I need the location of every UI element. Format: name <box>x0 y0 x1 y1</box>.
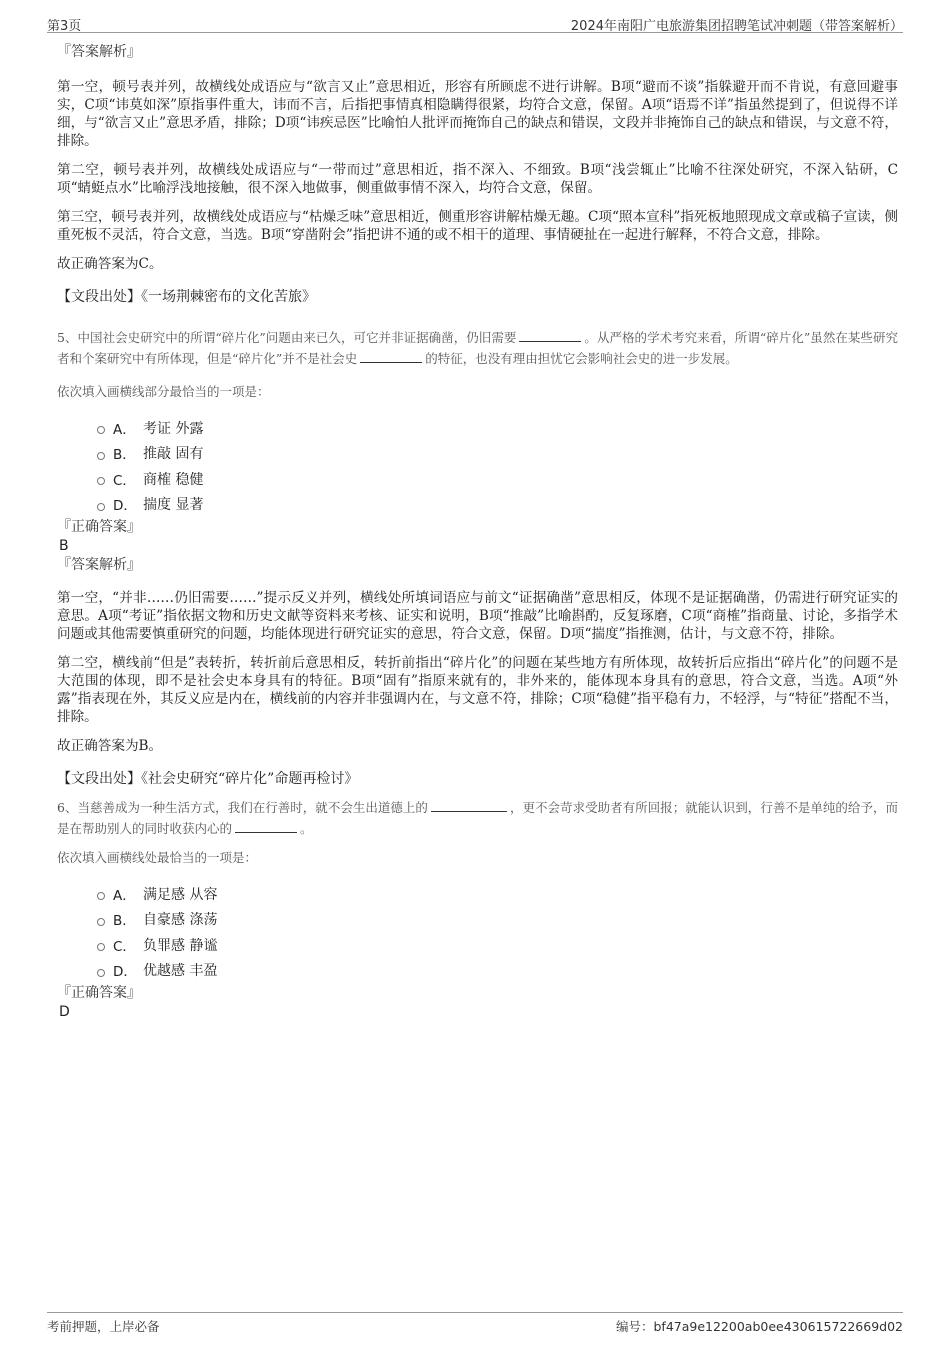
page-number: 第3页 <box>47 19 82 34</box>
correct-answer-label: 『正确答案』 <box>57 985 141 1001</box>
correct-answer: D <box>59 1004 70 1020</box>
radio-icon[interactable] <box>97 503 105 511</box>
analysis-label: 『答案解析』 <box>57 557 141 573</box>
question-6-stem: 6、当慈善成为一种生活方式，我们在行善时，就不会生出道德上的 ，更不会苛求受助者有所回报；就能认识到，行善不是单纯的给予，而是在帮助别人的同时收获内心的 。 <box>57 800 898 836</box>
radio-icon[interactable] <box>97 892 105 900</box>
correct-answer-label: 『正确答案』 <box>57 519 141 535</box>
analysis-paragraph: 第二空，顿号表并列，故横线处成语应与“一带而过”意思相近，指不深入、不细致。B项“浅尝辄止”比喻不往深处研究，不深入钻研，C项“蜻蜓点水”比喻浮浅地接触，很不深入地做事，侧重做事情不深入，均符合文意，保留。 <box>57 162 898 196</box>
document-id: 编号：bf47a9e12200ab0ee430615722669d02 <box>615 1319 903 1334</box>
option-b[interactable]: B． 推敲 固有 <box>97 441 898 467</box>
question-6-instruction: 依次填入画横线处最恰当的一项是： <box>57 850 258 865</box>
question-5-instruction: 依次填入画横线部分最恰当的一项是： <box>57 384 270 399</box>
option-d[interactable]: D． 揣度 显著 <box>97 492 898 518</box>
page-header <box>47 12 903 33</box>
option-c[interactable]: C． 负罪感 静谧 <box>97 932 898 958</box>
answer-conclusion: 故正确答案为C。 <box>57 256 163 272</box>
source-citation: 【文段出处】《一场荆棘密布的文化苦旅》 <box>57 289 316 305</box>
option-b[interactable]: B． 自豪感 涤荡 <box>97 907 898 933</box>
question-5-options <box>97 415 898 517</box>
option-c[interactable]: C． 商榷 稳健 <box>97 466 898 492</box>
radio-icon[interactable] <box>97 477 105 485</box>
option-a[interactable]: A． 满足感 从容 <box>97 881 898 907</box>
question-6-options <box>97 881 898 983</box>
correct-answer: B <box>59 538 69 554</box>
source-citation: 【文段出处】《社会史研究“碎片化”命题再检讨》 <box>57 771 359 787</box>
radio-icon[interactable] <box>97 918 105 926</box>
analysis-paragraph: 第一空，“并非……仍旧需要……”提示反义并列，横线处所填词语应与前文“证据确凿”意思相反，体现不是证据确凿，仍需进行研究证实的意思。A项“考证”指依据文物和历史文献等资料来考核、证实和说明，B项“推敲”比喻斟酌，反复琢磨，C项“商榷”指商量、讨论，多指学术问题或其他需要慎重研究的问题，均能体现进行研究证实的意思，符合文意，保留。D项“揣度”指推测，估计，与文意不符，排除。 <box>57 590 898 642</box>
question-5-stem: 5、中国社会史研究中的所谓“碎片化”问题由来已久，可它并非证据确凿，仍旧需要 。从严格的学术考究来看，所谓“碎片化”虽然在某些研究者和个案研究中有所体现，但是“碎片化”并不是社会史 的特征，也没有理由担忧它会影响社会史的进一步发展。 <box>57 330 898 366</box>
radio-icon[interactable] <box>97 426 105 434</box>
radio-icon[interactable] <box>97 969 105 977</box>
analysis-paragraph: 第一空，顿号表并列，故横线处成语应与“欲言又止”意思相近，形容有所顾虑不进行讲解。B项“避而不谈”指躲避开而不肯说，有意回避事实，C项“讳莫如深”原指事件重大，讳而不言，后指把事情真相隐瞒得很紧，均符合文意，保留。A项“语焉不详”指虽然提到了，但说得不详细，与“欲言又止”意思矛盾，排除；D项“讳疾忌医”比喻怕人批评而掩饰自己的缺点和错误，文段并非掩饰自己的缺点和错误，与文意不符，排除。 <box>57 79 898 149</box>
radio-icon[interactable] <box>97 452 105 460</box>
analysis-paragraph: 第三空，顿号表并列，故横线处成语应与“枯燥乏味”意思相近，侧重形容讲解枯燥无趣。C项“照本宣科”指死板地照现成文章或稿子宣读，侧重死板不灵活，符合文意，当选。B项“穿凿附会”指把讲不通的或不相干的道理、事情硬扯在一起进行解释，不符合文意，排除。 <box>57 209 898 243</box>
analysis-label: 『答案解析』 <box>57 44 141 60</box>
page-footer <box>47 1312 903 1337</box>
document-body <box>57 42 898 1021</box>
option-d[interactable]: D． 优越感 丰盈 <box>97 958 898 984</box>
footer-slogan: 考前押题，上岸必备 <box>47 1319 160 1334</box>
answer-conclusion: 故正确答案为B。 <box>57 738 163 754</box>
option-a[interactable]: A． 考证 外露 <box>97 415 898 441</box>
document-title: 2024年南阳广电旅游集团招聘笔试冲刺题（带答案解析） <box>570 19 903 34</box>
radio-icon[interactable] <box>97 943 105 951</box>
analysis-paragraph: 第二空，横线前“但是”表转折，转折前后意思相反，转折前指出“碎片化”的问题在某些地方有所体现，故转折后应指出“碎片化”的问题不是大范围的体现，即不是社会史本身具有的特征。B项“固有”指原来就有的，非外来的，能体现本身具有的意思，符合文意，当选。A项“外露”指表现在外，其反义应是内在，横线前的内容并非强调内在，与文意不符，排除；C项“稳健”指平稳有力，不轻浮，与“特征”搭配不当，排除。 <box>57 655 898 725</box>
